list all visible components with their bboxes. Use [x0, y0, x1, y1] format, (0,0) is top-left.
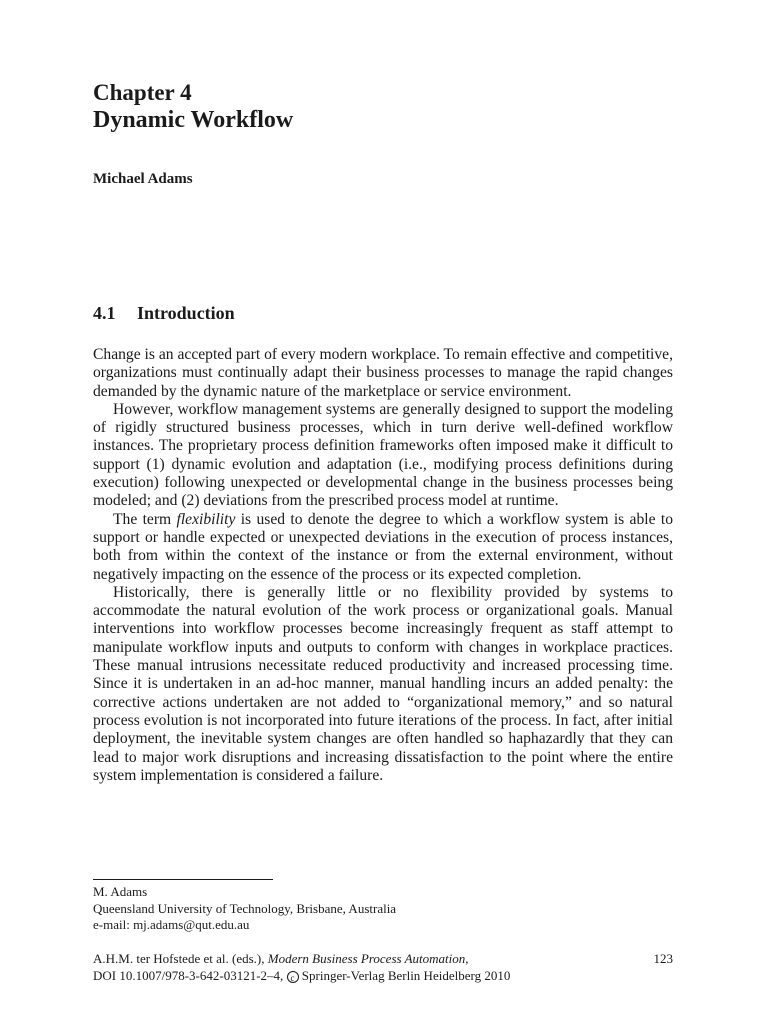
doi-line	[93, 967, 510, 984]
paragraph-3-start: The term	[113, 510, 177, 528]
section-title: Introduction	[137, 303, 235, 323]
affiliation-name: M. Adams	[93, 884, 148, 899]
section-heading	[93, 302, 235, 324]
footnote-divider	[93, 879, 273, 880]
doi: DOI 10.1007/978-3-642-03121-2–4,	[93, 968, 287, 983]
paragraph-4: Historically, there is generally little or no flexibility provided by systems to accommodate the natural evolution of the work process or organizational goals. Manual interventions into workflow processes become increasingly frequent as staff attempt to manipulate workflow inputs and outputs to conform with changes in workplace practices. These manual intrusions necessitate reduced productivity and increased processing time. Since it is undertaken in an ad-hoc manner, manual handling incurs an added penalty: the corrective actions undertaken are not added to “organizational memory,” and so natural process evolution is not incorporated into future iterations of the process. In fact, after initial deployment, the inevitable system changes are often handled so haphazardly that they can lead to major work disruptions and increasing dissatisfaction to the point where the entire system implementation is considered a failure.	[93, 583, 673, 784]
chapter-number: Chapter 4	[93, 80, 192, 105]
citation	[93, 950, 469, 967]
body-text	[93, 346, 673, 785]
chapter-title: Dynamic Workflow	[93, 107, 294, 133]
term-flexibility: flexibility	[176, 510, 236, 528]
page-number: 123	[653, 951, 673, 966]
author-affiliation	[93, 884, 396, 934]
paragraph-3-rest: is used to denote the degree to which a workflow system is able to support or handle expected or unexpected deviations in the execution of process instances, both from within the context of the instance or from the external environment, without negatively impacting on the essence of the process or its expected completion.	[93, 510, 673, 583]
citation-row	[93, 950, 673, 967]
paper-page	[93, 0, 673, 1024]
affiliation-institution: Queensland University of Technology, Brisbane, Australia	[93, 900, 397, 916]
paragraph-1: Change is an accepted part of every modern workplace. To remain effective and competitive, organizations must continually adapt their business processes to manage the rapid changes demanded by the dynamic nature of the marketplace or service environment.	[93, 346, 673, 400]
citation-comma: ,	[465, 951, 469, 966]
affiliation-email: e-mail: mj.adams@qut.edu.au	[93, 917, 250, 932]
section-number: 4.1	[93, 303, 116, 323]
paragraph-2: However, workflow management systems are generally designed to support the modeling of rigidly structured business processes, which in turn derive well-defined workflow instances. The proprietary process definition frameworks often imposed make it difficult to support (1) dynamic evolution and adaptation (i.e., modifying process definitions during execution) following unexpected or developmental change in the business processes being modeled; and (2) deviations from the prescribed process model at runtime.	[93, 400, 673, 510]
page-footer	[93, 950, 673, 984]
citation-editors: A.H.M. ter Hofstede et al. (eds.),	[93, 951, 268, 966]
publisher: Springer-Verlag Berlin Heidelberg 2010	[298, 968, 511, 983]
book-title: Modern Business Process Automation	[267, 951, 466, 966]
doi-row	[93, 967, 673, 984]
paragraph-3	[93, 511, 673, 584]
copyright-icon: c	[287, 971, 299, 983]
author-name: Michael Adams	[93, 171, 193, 187]
